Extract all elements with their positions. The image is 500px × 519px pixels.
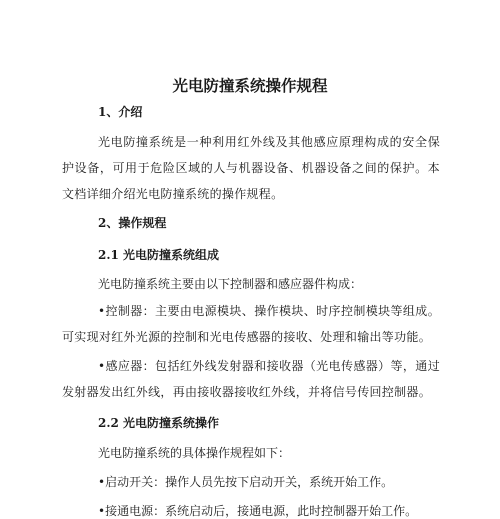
introduction-paragraph: 光电防撞系统是一种利用红外线及其他感应原理构成的安全保护设备，可用于危险区域的人与机器设备、机器设备之间的保护。本文档详细介绍光电防撞系统的操作规程。 [62, 135, 440, 201]
subsection-heading-system-composition: 2.1 光电防撞系统组成 [98, 248, 220, 262]
controller-list-item: •控制器：主要由电源模块、操作模块、时序控制模块等组成。可实现对红外光源的控制和光电传感器的接收、处理和输出等功能。 [62, 304, 440, 344]
document-title: 光电防撞系统操作规程 [172, 77, 328, 95]
start-switch-step: •启动开关：操作人员先按下启动开关，系统开始工作。 [98, 475, 394, 489]
composition-intro-text: 光电防撞系统主要由以下控制器和感应器件构成： [98, 277, 363, 291]
section-heading-introduction: 1、介绍 [98, 105, 143, 119]
section-heading-operating-procedure: 2、操作规程 [98, 216, 167, 230]
power-on-step: •接通电源：系统启动后，接通电源，此时控制器开始工作。 [98, 504, 418, 518]
sensor-list-item: •感应器：包括红外线发射器和接收器（光电传感器）等，通过发射器发出红外线，再由接收器接收红外线，并将信号传回控制器。 [62, 359, 440, 399]
operation-intro-text: 光电防撞系统的具体操作规程如下： [98, 446, 291, 460]
subsection-heading-system-operation: 2.2 光电防撞系统操作 [98, 416, 220, 430]
